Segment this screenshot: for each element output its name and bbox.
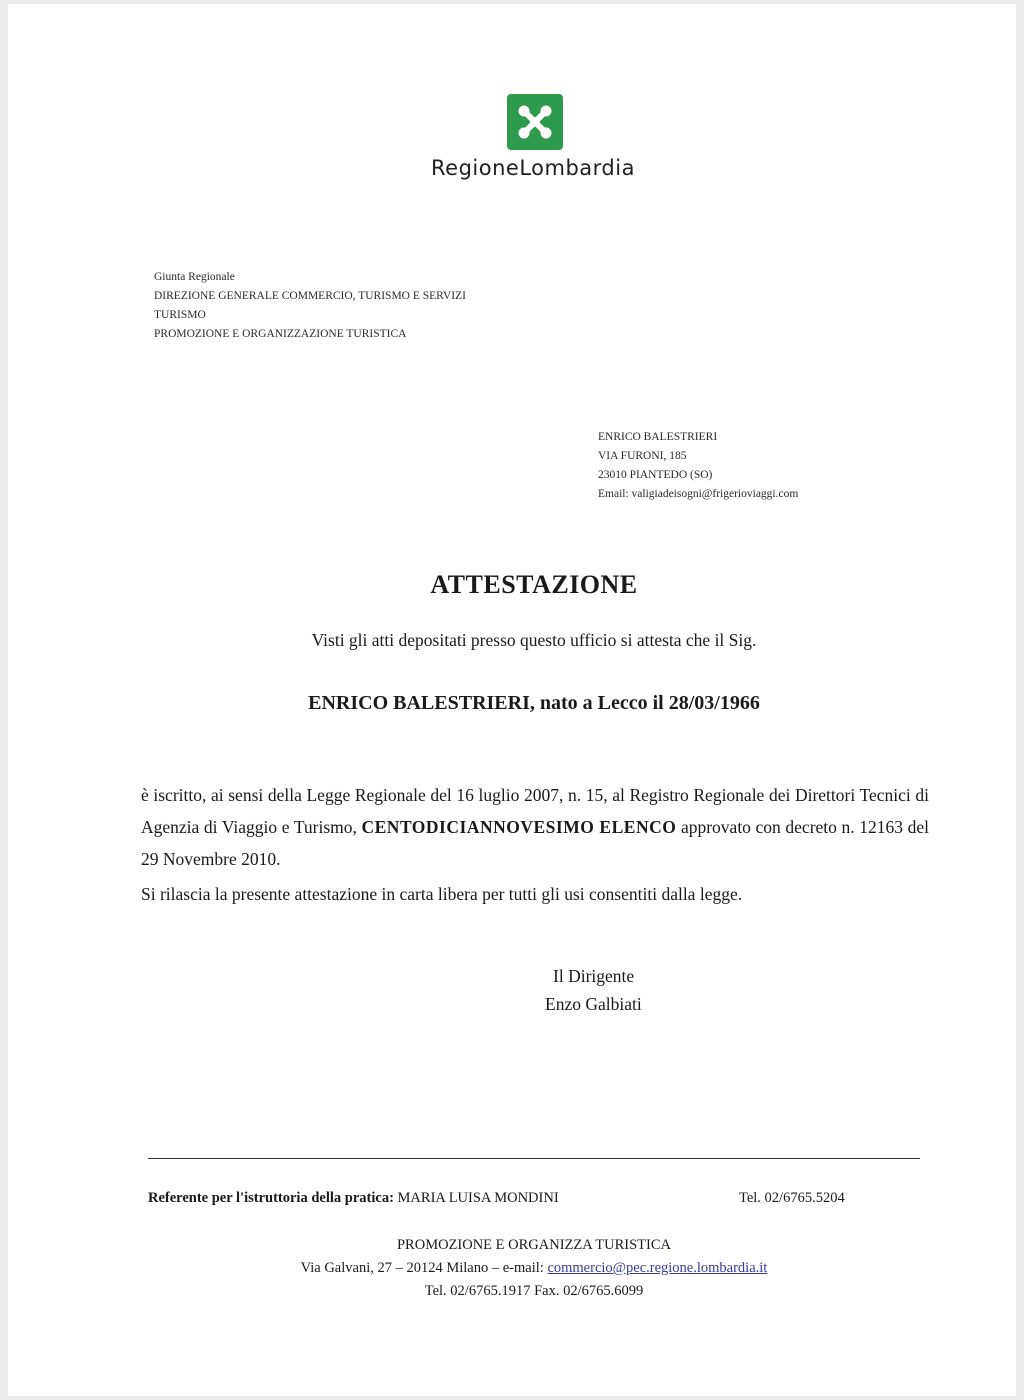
recipient-street: VIA FURONI, 185 — [598, 450, 687, 462]
department-line: DIREZIONE GENERALE COMMERCIO, TURISMO E SERVIZI — [154, 290, 466, 302]
intro-text: Visti gli atti depositati presso questo ufficio si attesta che il Sig. — [311, 630, 757, 650]
body-paragraph — [141, 779, 929, 875]
referent-line — [148, 1190, 559, 1207]
body-part2: approvato con decreto n. 12163 del 29 Novembre 2010. — [141, 817, 929, 869]
department-line: Giunta Regionale — [154, 271, 235, 283]
body-strong: CENTODICIANNOVESIMO ELENCO — [361, 817, 677, 837]
body-part1: è iscritto, ai sensi della Legge Regionale del 16 luglio 2007, n. 15, al Registro Regionale dei Direttori Tecnici di Agenzia di Viaggio e Turismo, — [141, 785, 929, 837]
referent-label: Referente per l'istruttoria della pratica: — [148, 1190, 394, 1206]
footer-email-link[interactable]: commercio@pec.regione.lombardia.it — [547, 1260, 768, 1276]
footer-address-line — [8, 1260, 1016, 1277]
recipient-city: 23010 PIANTEDO (SO) — [598, 469, 713, 481]
signature-role: Il Dirigente — [553, 966, 635, 986]
department-block — [154, 268, 466, 344]
referent-name: MARIA LUISA MONDINI — [397, 1190, 559, 1206]
footer-address: Via Galvani, 27 – 20124 Milano – e-mail: — [300, 1260, 544, 1276]
person-line: ENRICO BALESTRIERI, nato a Lecco il 28/03/1966 — [308, 692, 760, 714]
document-title: ATTESTAZIONE — [430, 570, 638, 599]
recipient-name: ENRICO BALESTRIERI — [598, 431, 718, 443]
recipient-address — [598, 428, 798, 504]
footer-phones: Tel. 02/6765.1917 Fax. 02/6765.6099 — [424, 1283, 644, 1299]
department-line: TURISMO — [154, 309, 206, 321]
release-paragraph: Si rilascia la presente attestazione in carta libera per tutti gli usi consentiti dalla legge. — [141, 884, 743, 904]
logo-text: RegioneLombardia — [431, 156, 635, 180]
signature-name: Enzo Galbiati — [545, 994, 642, 1014]
footer-office: PROMOZIONE E ORGANIZZA TURISTICA — [396, 1237, 672, 1253]
document-page — [8, 4, 1016, 1396]
referent-tel: Tel. 02/6765.5204 — [739, 1190, 845, 1206]
footer-divider — [148, 1158, 920, 1159]
department-line: PROMOZIONE E ORGANIZZAZIONE TURISTICA — [154, 328, 407, 340]
recipient-email: Email: valigiadeisogni@frigerioviaggi.com — [598, 488, 799, 500]
regione-lombardia-rosa-camuna-icon — [507, 94, 563, 150]
